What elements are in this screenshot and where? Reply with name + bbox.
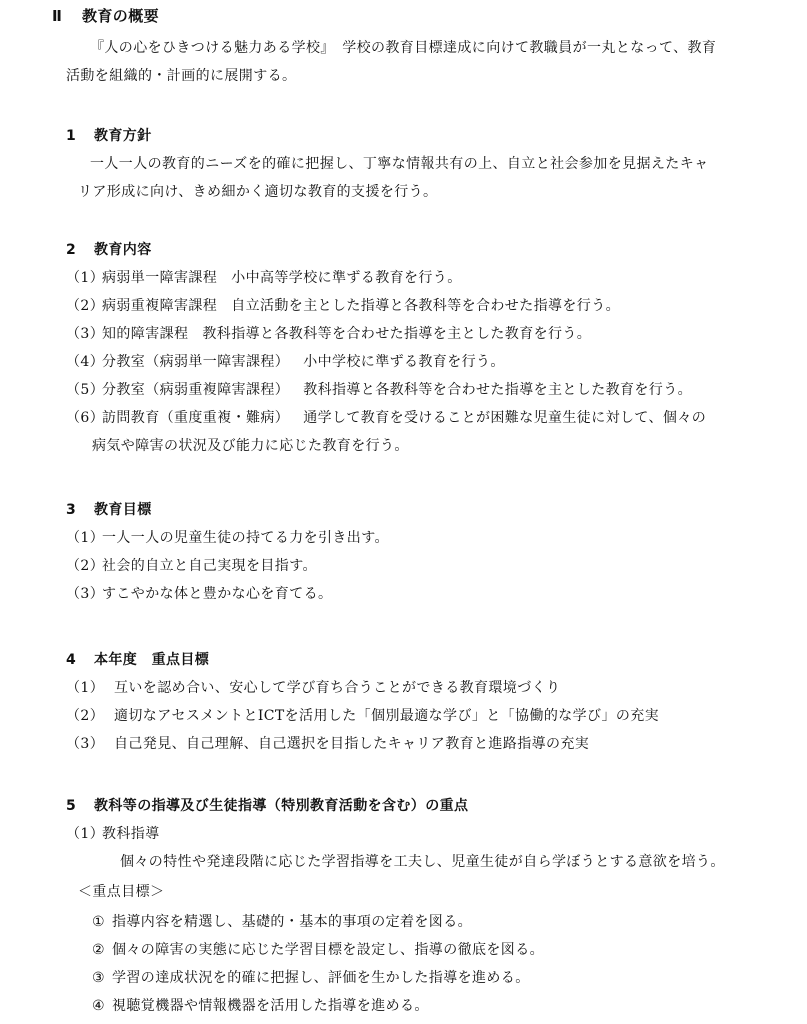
intro-line-1: 『人の心をひきつける魅力ある学校』 学校の教育目標達成に向けて教職員が一丸となって、教育 (90, 40, 717, 56)
section-3-title: 教育目標 (94, 502, 152, 518)
section-1-title: 教育方針 (94, 128, 152, 144)
item-number: （3） (66, 736, 105, 752)
section-1-line-2: リア形成に向け、きめ細かく適切な教育的支援を行う。 (78, 184, 438, 200)
goal-number: ③ (92, 970, 105, 986)
course-name: 知的障害課程 (102, 326, 189, 342)
course-description: 教科指導と各教科等を合わせた指導を主とした教育を行う。 (303, 382, 693, 398)
item-number: （1） (66, 826, 105, 842)
goal-text: 学習の達成状況を的確に把握し、評価を生かした指導を進める。 (112, 970, 530, 986)
course-name: 病弱単一障害課程 (102, 270, 218, 286)
section-2-number: 2 (66, 242, 77, 258)
item-number: （2） (66, 298, 105, 314)
section-4-item-3 (66, 734, 589, 754)
section-2-item-6-continuation: 病気や障害の状況及び能力に応じた教育を行う。 (92, 438, 409, 454)
item-number: （1） (66, 530, 105, 546)
item-number: （1） (66, 270, 105, 286)
goal-item-1 (92, 912, 472, 932)
section-3-item-3 (66, 584, 332, 604)
item-text: 自己発見、自己理解、自己選択を目指したキャリア教育と進路指導の充実 (114, 736, 590, 752)
section-2-item-5 (66, 380, 692, 400)
item-text: 一人一人の児童生徒の持てる力を引き出す。 (102, 530, 389, 546)
item-number: （3） (66, 326, 105, 342)
goal-text: 個々の障害の実態に応じた学習目標を設定し、指導の徹底を図る。 (112, 942, 544, 958)
course-name: 訪問教育（重度重複・難病） (102, 410, 290, 426)
section-1-line-1: 一人一人の教育的ニーズを的確に把握し、丁寧な情報共有の上、自立と社会参加を見据えたキャ (90, 156, 709, 172)
item-number: （1） (66, 680, 105, 696)
goal-text: 視聴覚機器や情報機器を活用した指導を進める。 (112, 998, 429, 1014)
section-4-item-2 (66, 706, 659, 726)
course-description: 通学して教育を受けることが困難な児童生徒に対して、個々の (303, 410, 707, 426)
course-description: 小中高等学校に準ずる教育を行う。 (231, 270, 462, 286)
section-3-heading (66, 500, 152, 520)
section-2-item-1 (66, 268, 462, 288)
item-text: 社会的自立と自己実現を目指す。 (102, 558, 317, 574)
intro-line-2: 活動を組織的・計画的に展開する。 (66, 68, 297, 84)
section-5-description: 個々の特性や発達段階に応じた学習指導を工夫し、児童生徒が自ら学ぼうとする意欲を培う。 (120, 854, 725, 870)
subheading-text: 教科指導 (102, 826, 160, 842)
section-2-item-2 (66, 296, 620, 316)
section-3-item-1 (66, 528, 389, 548)
title-numeral: Ⅱ (52, 7, 63, 25)
course-description: 自立活動を主とした指導と各教科等を合わせた指導を行う。 (231, 298, 621, 314)
course-name: 分教室（病弱重複障害課程） (102, 382, 290, 398)
section-2-item-6 (66, 408, 706, 428)
course-description: 小中学校に準ずる教育を行う。 (303, 354, 505, 370)
section-3-number: 3 (66, 502, 77, 518)
item-text: 適切なアセスメントとICTを活用した「個別最適な学び」と「協働的な学び」の充実 (114, 708, 660, 724)
section-5-number: 5 (66, 798, 77, 814)
course-description: 教科指導と各教科等を合わせた指導を主とした教育を行う。 (202, 326, 592, 342)
item-number: （2） (66, 708, 105, 724)
goal-item-2 (92, 940, 544, 960)
goal-item-4 (92, 996, 429, 1016)
section-5-subheading (66, 824, 160, 844)
section-4-item-1 (66, 678, 560, 698)
goal-text: 指導内容を精選し、基礎的・基本的事項の定着を図る。 (112, 914, 472, 930)
section-1-number: 1 (66, 128, 77, 144)
goal-number: ① (92, 914, 105, 930)
item-text: 互いを認め合い、安心して学び育ち合うことができる教育環境づくり (114, 680, 561, 696)
title-text: 教育の概要 (82, 7, 160, 25)
page-title (52, 6, 159, 26)
item-text: すこやかな体と豊かな心を育てる。 (102, 586, 333, 602)
goal-item-3 (92, 968, 530, 988)
course-name: 病弱重複障害課程 (102, 298, 218, 314)
section-4-heading (66, 650, 209, 670)
item-number: （5） (66, 382, 105, 398)
goal-number: ④ (92, 998, 105, 1014)
item-number: （6） (66, 410, 105, 426)
goal-number: ② (92, 942, 105, 958)
item-number: （2） (66, 558, 105, 574)
section-2-title: 教育内容 (94, 242, 152, 258)
item-number: （4） (66, 354, 105, 370)
section-5-heading (66, 796, 468, 816)
goals-label: ＜重点目標＞ (78, 884, 165, 900)
section-4-number: 4 (66, 652, 77, 668)
section-4-title: 本年度 重点目標 (94, 652, 210, 668)
section-3-item-2 (66, 556, 317, 576)
section-1-heading (66, 126, 152, 146)
section-2-item-4 (66, 352, 505, 372)
item-number: （3） (66, 586, 105, 602)
section-2-heading (66, 240, 152, 260)
section-5-title: 教科等の指導及び生徒指導（特別教育活動を含む）の重点 (94, 798, 469, 814)
section-2-item-3 (66, 324, 591, 344)
course-name: 分教室（病弱単一障害課程） (102, 354, 290, 370)
